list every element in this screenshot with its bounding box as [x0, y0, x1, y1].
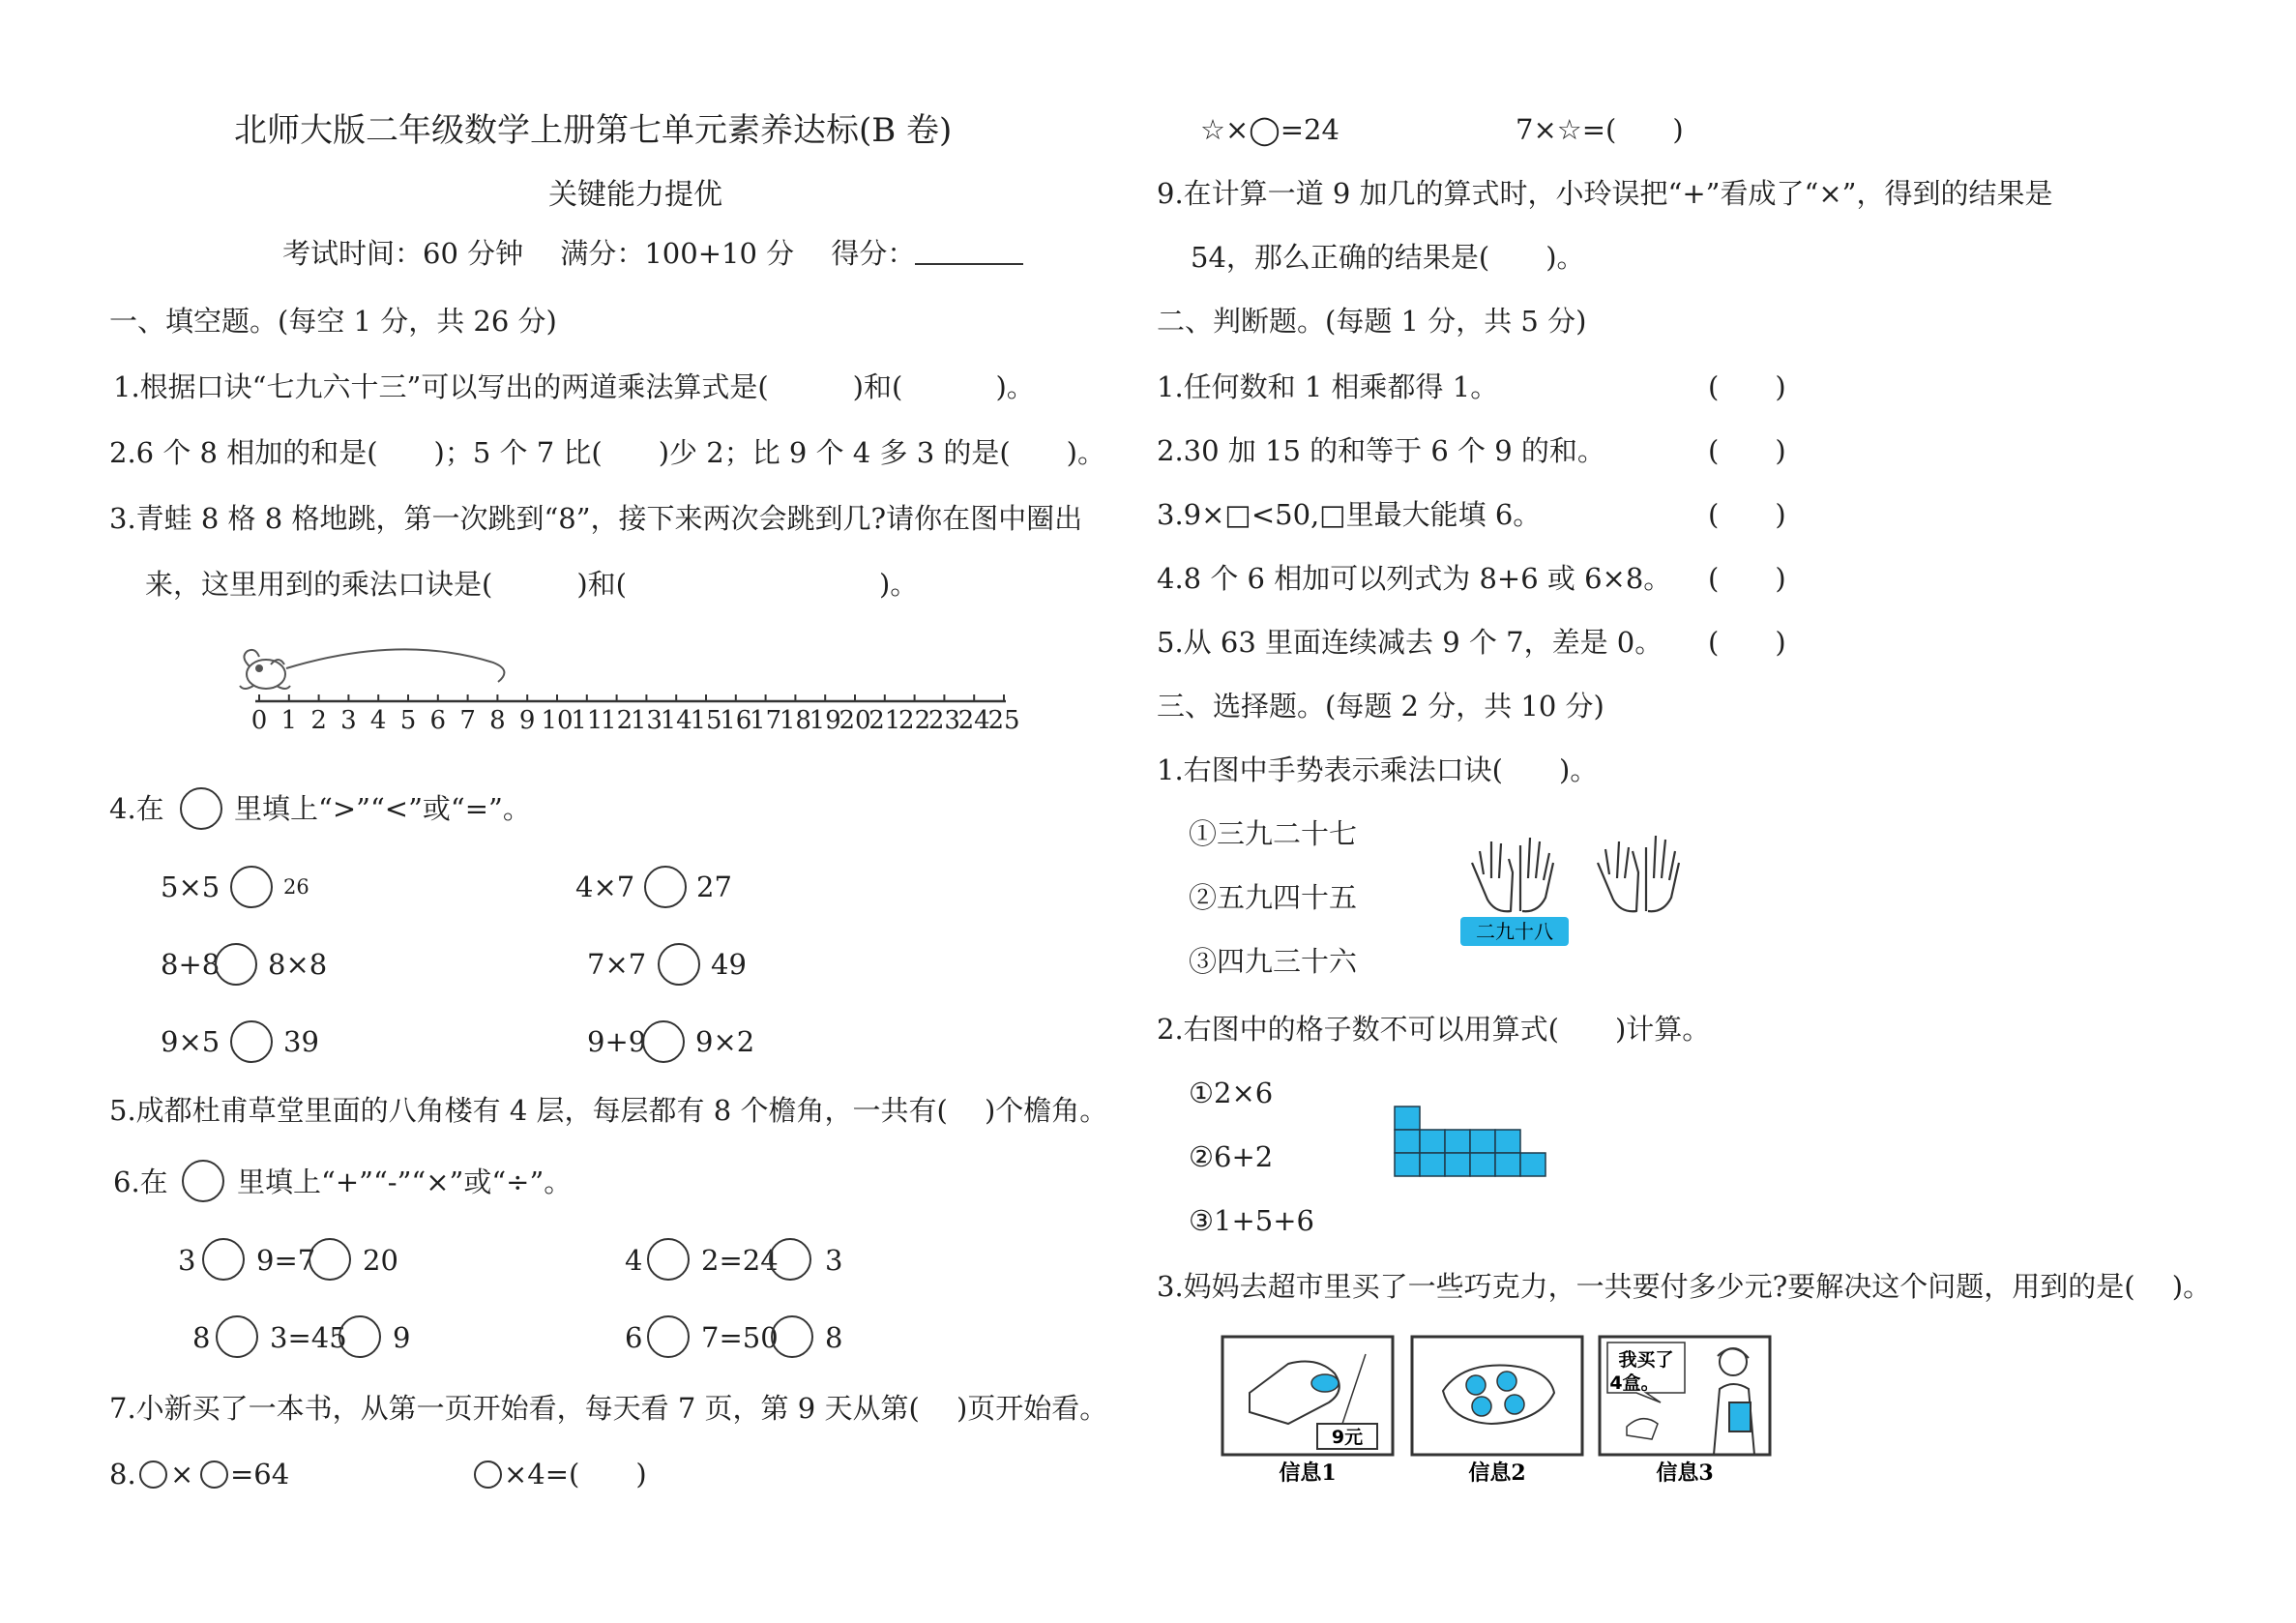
grid-cell [1395, 1153, 1420, 1176]
q4-item-3-right: 8×8 [268, 948, 328, 981]
q4-item-5-circle[interactable] [230, 1020, 273, 1063]
q4-example-circle [180, 787, 222, 830]
number-line-label: 23 [927, 706, 960, 735]
grid-cell [1420, 1130, 1445, 1153]
price-tag-text: 9元 [1331, 1427, 1364, 1448]
q6-item-4-circle-2[interactable] [771, 1315, 813, 1358]
number-line-labels [251, 706, 1020, 735]
q4-item-1-right: 26 [283, 875, 309, 899]
q4-item-5-right: 39 [283, 1025, 319, 1058]
q4-item-1-left: 5×5 [161, 871, 221, 903]
number-line-label: 11 [571, 706, 603, 735]
q6-item-2-a: 4 [625, 1244, 643, 1277]
q4-item-4-circle[interactable] [658, 943, 700, 986]
fill-q4-prefix: 4.在 [109, 792, 164, 825]
q6-example-circle [182, 1160, 224, 1202]
speech-line-2: 4盒。 [1609, 1372, 1660, 1394]
choice-q1: 1.右图中手势表示乘法口诀( )。 [1157, 753, 1599, 786]
info-panel-2-label: 信息2 [1468, 1461, 1526, 1486]
judge-item-4-paren[interactable]: ( ) [1708, 562, 1786, 595]
choice-heading: 三、选择题。(每题 2 分，共 10 分) [1157, 690, 1604, 723]
choice-q1-option-2: ②五九四十五 [1189, 881, 1358, 914]
q8-circle-3 [474, 1461, 502, 1489]
q4-item-4-left: 7×7 [587, 948, 647, 981]
q6-item-1-a: 3 [178, 1244, 196, 1277]
hand-pair-right-icon [1598, 836, 1679, 911]
judge-item-4: 4.8 个 6 相加可以列式为 8+6 或 6×8。 [1157, 562, 1672, 595]
fill-heading: 一、填空题。(每空 1 分，共 26 分) [109, 305, 557, 338]
choice-q2-option-1: ①2×6 [1189, 1077, 1274, 1109]
q4-item-3-circle[interactable] [215, 943, 257, 986]
q4-item-1-circle[interactable] [230, 866, 273, 908]
info-panel-2 [1412, 1337, 1582, 1486]
grid-cell [1420, 1153, 1445, 1176]
number-line-label: 0 [250, 706, 268, 735]
fill-q3-line1: 3.青蛙 8 格 8 格地跳，第一次跳到“8”，接下来两次会跳到几?请你在图中圈出 [109, 502, 1083, 535]
number-line-label: 13 [630, 706, 662, 735]
q8-circle-2 [200, 1461, 228, 1489]
hand-pair-left-icon [1472, 838, 1553, 911]
fill-q4-instruction: 里填上“>”“<”或“=”。 [234, 792, 531, 825]
number-line-label: 14 [660, 706, 692, 735]
grid-figure [1393, 1105, 1557, 1180]
q6-item-4-circle-1[interactable] [647, 1315, 690, 1358]
grid-cell [1470, 1153, 1495, 1176]
q6-item-1-circle-2[interactable] [309, 1238, 351, 1281]
number-line-label: 18 [779, 706, 811, 735]
q8-times: × [170, 1458, 194, 1490]
number-line-label: 9 [518, 706, 536, 735]
choice-q3: 3.妈妈去超市里买了一些巧克力，一共要付多少元?要解决这个问题，用到的是( )。 [1157, 1270, 2212, 1303]
judge-item-1: 1.任何数和 1 相乘都得 1。 [1157, 370, 1499, 403]
q6-item-2-circle-2[interactable] [769, 1238, 811, 1281]
exam-info-text: 考试时间：60 分钟 满分：100+10 分 得分： [282, 237, 916, 270]
hand-label-text: 二九十八 [1476, 920, 1553, 943]
fill-q7: 7.小新买了一本书，从第一页开始看，每天看 7 页，第 9 天从第( )页开始看。 [109, 1392, 1108, 1425]
choice-q2-option-2: ②6+2 [1189, 1140, 1274, 1173]
number-line-label: 4 [369, 706, 387, 735]
fill-q8-eq1: =64 [230, 1458, 290, 1490]
number-line-label: 19 [809, 706, 841, 735]
grid-cell [1495, 1153, 1520, 1176]
choice-q2: 2.右图中的格子数不可以用算式( )计算。 [1157, 1013, 1711, 1046]
grid-cell [1470, 1130, 1495, 1153]
score-blank[interactable] [915, 240, 1023, 265]
number-line-label: 20 [839, 706, 871, 735]
q6-item-3-circle-1[interactable] [216, 1315, 258, 1358]
grid-cell [1445, 1130, 1470, 1153]
number-line-label: 15 [690, 706, 722, 735]
judge-item-2-paren[interactable]: ( ) [1708, 434, 1786, 467]
choice-q1-option-1: ①三九二十七 [1189, 817, 1358, 850]
judge-item-3: 3.9×□<50,□里最大能填 6。 [1157, 498, 1542, 531]
number-line-label: 12 [601, 706, 633, 735]
fill-q8-eq4: 7×☆=( ) [1516, 113, 1684, 146]
fill-q1: 1.根据口诀“七九六十三”可以写出的两道乘法算式是( )和( )。 [113, 370, 1035, 403]
number-line-label: 10 [541, 706, 574, 735]
q6-item-2-b: 2=24 [701, 1244, 779, 1277]
number-line-label: 6 [429, 706, 447, 735]
info-panel-1 [1222, 1337, 1393, 1486]
q4-item-2-right: 27 [696, 871, 732, 903]
q4-item-5-left: 9×5 [161, 1025, 221, 1058]
grid-cell [1395, 1130, 1420, 1153]
info-panels-figure [1221, 1335, 1781, 1490]
hand-gesture-figure [1460, 824, 1712, 959]
q6-item-4-a: 6 [625, 1321, 643, 1354]
q4-item-6-left: 9+9 [587, 1025, 647, 1058]
q6-item-3-c: 9 [393, 1321, 411, 1354]
page-title: 北师大版二年级数学上册第七单元素养达标(B 卷) [234, 111, 953, 150]
number-line-label: 25 [987, 706, 1020, 735]
page-subtitle: 关键能力提优 [548, 178, 722, 212]
info-panel-1-label: 信息1 [1279, 1461, 1337, 1486]
info-panel-3 [1600, 1337, 1770, 1486]
number-line-label: 22 [898, 706, 931, 735]
number-line-label: 7 [459, 706, 476, 735]
judge-item-5: 5.从 63 里面连续减去 9 个 7，差是 0。 [1157, 626, 1663, 659]
fill-q9-line2: 54，那么正确的结果是( )。 [1191, 241, 1585, 274]
grid-cell [1445, 1153, 1470, 1176]
speech-line-1: 我买了 [1618, 1349, 1674, 1371]
q4-item-2-circle[interactable] [644, 866, 687, 908]
q8-circle-1 [139, 1461, 167, 1489]
q6-item-3-circle-2[interactable] [339, 1315, 381, 1358]
jump-arc [286, 649, 504, 682]
q6-item-4-b: 7=50 [701, 1321, 779, 1354]
q4-item-6-right: 9×2 [695, 1025, 755, 1058]
number-line-label: 24 [957, 706, 990, 735]
judge-item-1-paren[interactable]: ( ) [1708, 370, 1786, 403]
number-line-label: 17 [750, 706, 782, 735]
info-panel-3-label: 信息3 [1656, 1461, 1714, 1486]
fill-q8-eq2: ×4=( ) [504, 1458, 647, 1490]
grid-cell [1520, 1153, 1545, 1176]
q6-item-1-circle-1[interactable] [202, 1238, 245, 1281]
fill-q3-line2: 来，这里用到的乘法口诀是( )和( )。 [145, 568, 919, 601]
q6-item-2-circle-1[interactable] [647, 1238, 690, 1281]
judge-item-5-paren[interactable]: ( ) [1708, 626, 1786, 659]
number-line-label: 5 [399, 706, 417, 735]
fill-q6-prefix: 6.在 [113, 1166, 168, 1198]
choice-q1-option-3: ③四九三十六 [1189, 945, 1358, 978]
number-line-label: 2 [310, 706, 327, 735]
q4-item-4-right: 49 [711, 948, 747, 981]
number-line-figure [232, 643, 1025, 740]
judge-item-2: 2.30 加 15 的和等于 6 个 9 的和。 [1157, 434, 1605, 467]
q6-item-1-b: 9=7 [256, 1244, 316, 1277]
fill-q9-line1: 9.在计算一道 9 加几的算式时，小玲误把“+”看成了“×”，得到的结果是 [1157, 177, 2053, 210]
q4-item-3-left: 8+8 [161, 948, 221, 981]
fill-q8-eq3: ☆×◯=24 [1200, 113, 1339, 146]
judge-heading: 二、判断题。(每题 1 分，共 5 分) [1157, 305, 1587, 338]
q4-item-2-left: 4×7 [575, 871, 635, 903]
judge-item-3-paren[interactable]: ( ) [1708, 498, 1786, 531]
frog-icon [240, 650, 290, 689]
q6-item-3-b: 3=45 [270, 1321, 347, 1354]
number-line-label: 8 [489, 706, 506, 735]
fill-q6-instruction: 里填上“+”“-”“×”或“÷”。 [237, 1166, 573, 1198]
choice-q2-option-3: ③1+5+6 [1189, 1204, 1314, 1237]
number-line-label: 16 [720, 706, 752, 735]
exam-info [282, 234, 1023, 273]
q6-item-4-c: 8 [825, 1321, 843, 1354]
fill-q5: 5.成都杜甫草堂里面的八角楼有 4 层，每层都有 8 个檐角，一共有( )个檐角。 [109, 1094, 1108, 1127]
fill-q2: 2.6 个 8 相加的和是( )；5 个 7 比( )少 2；比 9 个 4 多 3 的是( )。 [109, 436, 1105, 469]
q6-item-2-c: 3 [825, 1244, 843, 1277]
q6-item-1-c: 20 [363, 1244, 398, 1277]
number-line-label: 21 [868, 706, 901, 735]
q6-item-3-a: 8 [192, 1321, 211, 1354]
fill-q8-number: 8. [109, 1458, 136, 1490]
number-line-label: 1 [280, 706, 298, 735]
grid-cell [1495, 1130, 1520, 1153]
q4-item-6-circle[interactable] [642, 1020, 685, 1063]
number-line-label: 3 [340, 706, 357, 735]
grid-cell [1395, 1107, 1420, 1130]
